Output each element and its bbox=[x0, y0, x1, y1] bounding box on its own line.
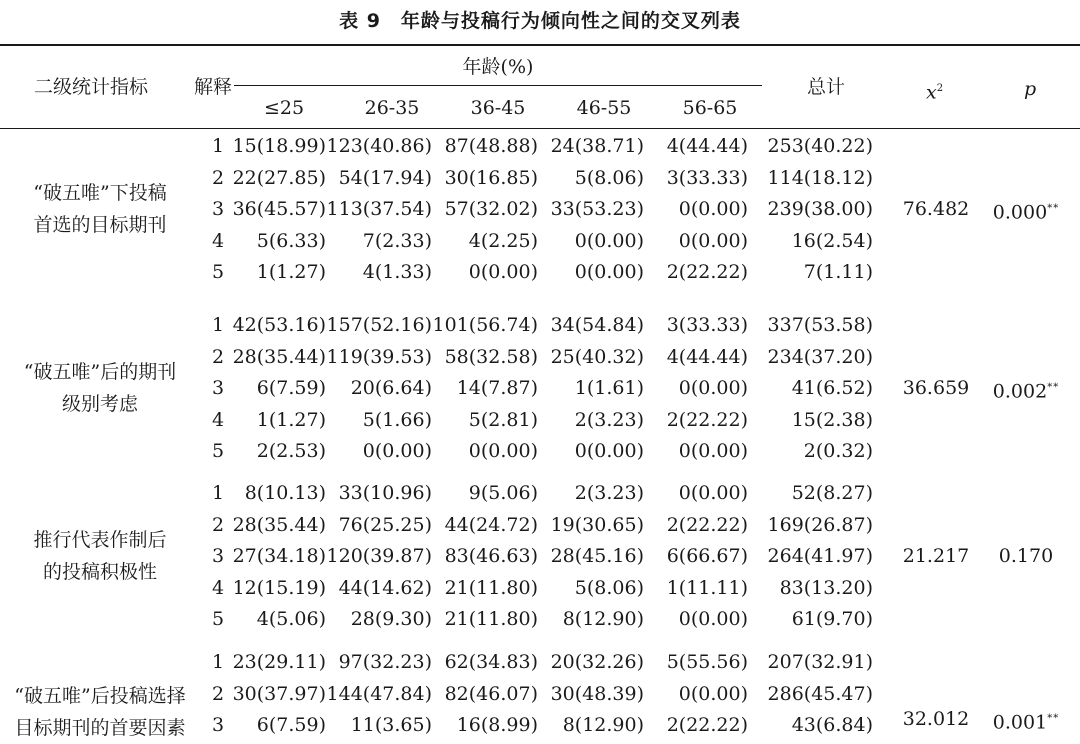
table-cell: 0(0.00) bbox=[678, 377, 748, 399]
table-cell: 44(14.62) bbox=[338, 576, 432, 599]
table-cell: 54(17.94) bbox=[338, 166, 432, 189]
chi-square-value: 36.659 bbox=[902, 377, 970, 399]
table-cell: 0(0.00) bbox=[678, 482, 748, 504]
row-key: 5 bbox=[211, 608, 225, 630]
table-cell: 5(8.06) bbox=[574, 576, 644, 599]
indicator-label-line: 的投稿积极性 bbox=[42, 561, 157, 583]
total-cell: 207(32.91) bbox=[767, 651, 873, 673]
indicator-label bbox=[0, 680, 200, 744]
table-cell: 6(66.67) bbox=[666, 545, 748, 567]
row-key: 3 bbox=[211, 377, 225, 399]
header-age-col: ≤25 bbox=[263, 97, 305, 119]
row-key: 4 bbox=[211, 229, 225, 252]
table-cell: 11(3.65) bbox=[350, 714, 432, 736]
total-cell: 61(9.70) bbox=[791, 608, 873, 630]
p-value-number: 0.170 bbox=[998, 545, 1054, 567]
row-key: 4 bbox=[211, 576, 225, 599]
table-cell: 2(22.22) bbox=[666, 261, 748, 283]
table-cell: 0(0.00) bbox=[678, 682, 748, 705]
row-key: 2 bbox=[211, 345, 225, 368]
table-cell: 21(11.80) bbox=[444, 608, 538, 630]
table-cell: 22(27.85) bbox=[232, 166, 326, 189]
table-cell: 76(25.25) bbox=[338, 513, 432, 536]
row-key: 4 bbox=[211, 408, 225, 431]
table-cell: 0(0.00) bbox=[362, 440, 432, 462]
total-cell: 286(45.47) bbox=[767, 682, 873, 705]
table-cell: 62(34.83) bbox=[444, 651, 538, 673]
total-cell: 2(0.32) bbox=[803, 440, 873, 462]
row-key: 3 bbox=[211, 714, 225, 736]
row-key: 2 bbox=[211, 513, 225, 536]
header-total: 总计 bbox=[806, 76, 846, 98]
p-value bbox=[999, 545, 1053, 567]
chi-square-value: 21.217 bbox=[902, 545, 970, 567]
header-age-col: 46-55 bbox=[576, 97, 632, 119]
header-chi-superscript: 2 bbox=[936, 83, 945, 94]
total-cell: 41(6.52) bbox=[791, 377, 873, 399]
table-cell: 101(56.74) bbox=[432, 314, 538, 336]
table-cell: 12(15.19) bbox=[232, 576, 326, 599]
table-cell: 21(11.80) bbox=[444, 576, 538, 599]
total-cell: 83(13.20) bbox=[779, 576, 873, 599]
table-cell: 2(3.23) bbox=[574, 482, 644, 504]
table-cell: 5(2.81) bbox=[468, 408, 538, 431]
p-value bbox=[993, 377, 1059, 402]
row-key: 2 bbox=[211, 166, 225, 189]
table-cell: 34(54.84) bbox=[550, 314, 644, 336]
p-value bbox=[993, 198, 1059, 223]
header-indicator: 二级统计指标 bbox=[34, 76, 149, 98]
total-cell: 43(6.84) bbox=[791, 714, 873, 736]
table-cell: 28(35.44) bbox=[232, 345, 326, 368]
table-cell: 120(39.87) bbox=[326, 545, 432, 567]
table-cell: 4(2.25) bbox=[468, 229, 538, 252]
table-cell: 1(1.27) bbox=[256, 408, 326, 431]
table-cell: 30(16.85) bbox=[444, 166, 538, 189]
table-cell: 8(10.13) bbox=[244, 482, 326, 504]
table-cell: 0(0.00) bbox=[574, 229, 644, 252]
table-cell: 15(18.99) bbox=[232, 135, 326, 157]
chi-square-value: 32.012 bbox=[902, 708, 970, 731]
indicator-label bbox=[0, 177, 200, 241]
row-key: 3 bbox=[211, 545, 225, 567]
row-key: 1 bbox=[211, 651, 225, 673]
table-cell: 20(32.26) bbox=[550, 651, 644, 673]
header-age-col: 36-45 bbox=[470, 97, 526, 119]
table-cell: 5(55.56) bbox=[666, 651, 748, 673]
table-cell: 23(29.11) bbox=[232, 651, 326, 673]
table-cell: 0(0.00) bbox=[678, 198, 748, 220]
table-cell: 20(6.64) bbox=[350, 377, 432, 399]
table-cell: 2(22.22) bbox=[666, 513, 748, 536]
table-cell: 144(47.84) bbox=[326, 682, 432, 705]
table-cell: 6(7.59) bbox=[256, 714, 326, 736]
table-cell: 6(7.59) bbox=[256, 377, 326, 399]
row-key: 1 bbox=[211, 314, 225, 336]
table-cell: 0(0.00) bbox=[468, 261, 538, 283]
table-cell: 2(2.53) bbox=[256, 440, 326, 462]
table-cell: 28(9.30) bbox=[350, 608, 432, 630]
indicator-label-line: 级别考虑 bbox=[61, 393, 138, 415]
table-cell: 4(5.06) bbox=[256, 608, 326, 630]
table-cell: 58(32.58) bbox=[444, 345, 538, 368]
total-cell: 7(1.11) bbox=[803, 261, 873, 283]
p-value-number: 0.001 bbox=[992, 711, 1048, 734]
indicator-label-line: 目标期刊的首要因素 bbox=[14, 717, 186, 739]
table-cell: 8(12.90) bbox=[562, 608, 644, 630]
row-key: 5 bbox=[211, 261, 225, 283]
indicator-label-line: 首选的目标期刊 bbox=[33, 214, 167, 236]
table-cell: 4(1.33) bbox=[362, 261, 432, 283]
p-value-number: 0.002 bbox=[992, 380, 1048, 403]
row-key: 1 bbox=[211, 135, 225, 157]
row-key: 5 bbox=[211, 440, 225, 462]
p-value-number: 0.000 bbox=[992, 201, 1048, 224]
table-cell: 87(48.88) bbox=[444, 135, 538, 157]
total-cell: 16(2.54) bbox=[791, 229, 873, 252]
total-cell: 234(37.20) bbox=[767, 345, 873, 368]
table-cell: 28(35.44) bbox=[232, 513, 326, 536]
total-cell: 169(26.87) bbox=[767, 513, 873, 536]
significance-mark: ** bbox=[1047, 203, 1060, 214]
indicator-label-line: 推行代表作制后 bbox=[33, 529, 167, 551]
table-cell: 1(11.11) bbox=[666, 576, 748, 599]
table-cell: 83(46.63) bbox=[444, 545, 538, 567]
top-rule bbox=[0, 44, 1080, 46]
table-cell: 36(45.57) bbox=[232, 198, 326, 220]
table-cell: 7(2.33) bbox=[362, 229, 432, 252]
table-cell: 0(0.00) bbox=[678, 608, 748, 630]
table-cell: 24(38.71) bbox=[550, 135, 644, 157]
table-cell: 0(0.00) bbox=[574, 440, 644, 462]
table-cell: 82(46.07) bbox=[444, 682, 538, 705]
row-key: 1 bbox=[211, 482, 225, 504]
total-cell: 264(41.97) bbox=[767, 545, 873, 567]
table-cell: 2(22.22) bbox=[666, 408, 748, 431]
table-cell: 5(1.66) bbox=[362, 408, 432, 431]
header-age-col: 26-35 bbox=[364, 97, 420, 119]
significance-mark: ** bbox=[1047, 382, 1060, 393]
table-cell: 0(0.00) bbox=[678, 229, 748, 252]
table-cell: 9(5.06) bbox=[468, 482, 538, 504]
significance-mark: ** bbox=[1047, 713, 1060, 725]
table-cell: 157(52.16) bbox=[326, 314, 432, 336]
table-cell: 119(39.53) bbox=[326, 345, 432, 368]
table-cell: 19(30.65) bbox=[550, 513, 644, 536]
table-cell: 5(8.06) bbox=[574, 166, 644, 189]
table-cell: 25(40.32) bbox=[550, 345, 644, 368]
age-header-rule bbox=[234, 85, 762, 86]
chi-square-value: 76.482 bbox=[902, 198, 970, 220]
indicator-label-line: “破五唯”下投稿 bbox=[33, 182, 167, 204]
header-p: p bbox=[1024, 78, 1037, 100]
indicator-label-line: “破五唯”后的期刊 bbox=[23, 361, 177, 383]
table-cell: 33(53.23) bbox=[550, 198, 644, 220]
table-cell: 16(8.99) bbox=[456, 714, 538, 736]
table-cell: 0(0.00) bbox=[468, 440, 538, 462]
table-cell: 1(1.27) bbox=[256, 261, 326, 283]
indicator-label bbox=[0, 524, 200, 588]
table-cell: 113(37.54) bbox=[326, 198, 432, 220]
table-cell: 44(24.72) bbox=[444, 513, 538, 536]
table-cell: 3(33.33) bbox=[666, 166, 748, 189]
table-cell: 2(3.23) bbox=[574, 408, 644, 431]
table-cell: 4(44.44) bbox=[666, 345, 748, 368]
table-cell: 30(37.97) bbox=[232, 682, 326, 705]
total-cell: 239(38.00) bbox=[767, 198, 873, 220]
table-cell: 3(33.33) bbox=[666, 314, 748, 336]
row-key: 3 bbox=[211, 198, 225, 220]
table-cell: 0(0.00) bbox=[574, 261, 644, 283]
table-title: 表 9 年龄与投稿行为倾向性之间的交叉列表 bbox=[339, 10, 741, 32]
header-explain: 解释 bbox=[194, 76, 233, 98]
header-chi-square bbox=[926, 78, 944, 103]
table-cell: 2(22.22) bbox=[666, 714, 748, 736]
table-cell: 57(32.02) bbox=[444, 198, 538, 220]
table-cell: 4(44.44) bbox=[666, 135, 748, 157]
row-key: 2 bbox=[211, 682, 225, 705]
table-cell: 97(32.23) bbox=[338, 651, 432, 673]
total-cell: 52(8.27) bbox=[791, 482, 873, 504]
table-cell: 14(7.87) bbox=[456, 377, 538, 399]
table-cell: 42(53.16) bbox=[232, 314, 326, 336]
header-chi-symbol: x bbox=[926, 81, 937, 104]
table-cell: 1(1.61) bbox=[574, 377, 644, 399]
header-age-col: 56-65 bbox=[682, 97, 738, 119]
total-cell: 253(40.22) bbox=[767, 135, 873, 157]
table-cell: 33(10.96) bbox=[338, 482, 432, 504]
table-cell: 0(0.00) bbox=[678, 440, 748, 462]
total-cell: 114(18.12) bbox=[767, 166, 873, 189]
table-cell: 30(48.39) bbox=[550, 682, 644, 705]
total-cell: 15(2.38) bbox=[791, 408, 873, 431]
header-age-group: 年龄(%) bbox=[462, 56, 534, 78]
p-value bbox=[993, 708, 1059, 733]
table-cell: 28(45.16) bbox=[550, 545, 644, 567]
header-bottom-rule bbox=[0, 128, 1080, 129]
table-cell: 8(12.90) bbox=[562, 714, 644, 736]
indicator-label-line: “破五唯”后投稿选择 bbox=[14, 685, 186, 707]
total-cell: 337(53.58) bbox=[767, 314, 873, 336]
table-cell: 123(40.86) bbox=[326, 135, 432, 157]
table-cell: 5(6.33) bbox=[256, 229, 326, 252]
table-cell: 27(34.18) bbox=[232, 545, 326, 567]
indicator-label bbox=[0, 356, 200, 420]
